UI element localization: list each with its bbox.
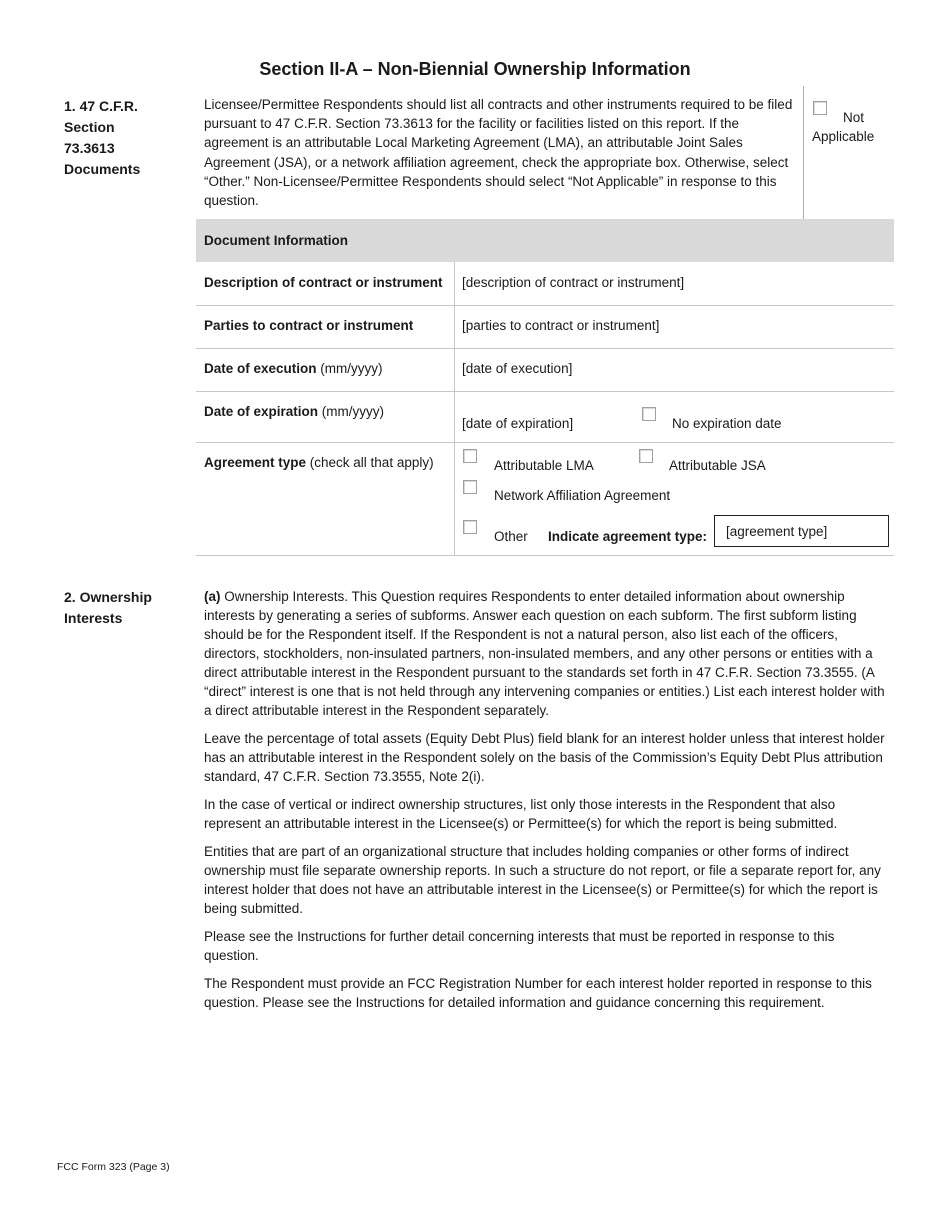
expiration-date-label [204, 402, 384, 421]
no-expiration-checkbox[interactable] [642, 407, 656, 421]
q2-para1-text: Ownership Interests. This Question requires Respondents to enter detailed information about ownership interests by generating a series of subforms. Answer each question on each subform. The first subform listing should be for the Respondent itself. If the Respondent is not a natural person, also list each of the officers, directors, stockholders, non-insulated partners, non-insulated members, and any other persons or entities with a direct attributable interest in the Respondent pursuant to the standards set forth in 47 C.F.R. Section 73.3555. (A “direct” interest is one that is not held through any intervening companies or entities.) List each interest holder with a direct attributable interest in the Respondent separately. [204, 589, 885, 718]
parties-label-text: Parties to contract or instrument [204, 318, 414, 333]
network-affiliation-checkbox[interactable] [463, 480, 477, 494]
q2-paragraph: Entities that are part of an organizational structure that includes holding companies or other forms of indirect ownership must file separate ownership reports. In such a structure do not report, or file a separate report for, any interest holder that does not have an attributable interest in the Licensee(s) or Permittee(s) for which the report is being submitted. [204, 844, 881, 916]
execution-date-field[interactable]: [date of execution] [462, 361, 573, 376]
jsa-checkbox[interactable] [639, 449, 653, 463]
execution-date-format: (mm/yyyy) [316, 361, 383, 376]
not-applicable-line: Not [843, 110, 865, 125]
no-expiration-label: No expiration date [672, 416, 782, 431]
lma-label: Attributable LMA [494, 458, 594, 473]
divider [196, 305, 894, 306]
not-applicable-line: Applicable [812, 129, 875, 144]
page-footer: FCC Form 323 (Page 3) [57, 1161, 170, 1173]
q2-paragraph: Leave the percentage of total assets (Equity Debt Plus) field blank for an interest holder unless that interest holder has an attributable interest in the Respondent solely on the basis of the Commission’s Equity Debt Plus attribution standard, 47 C.F.R. Section 73.3555, Note 2(i). [204, 731, 885, 784]
q2-paragraph: In the case of vertical or indirect ownership structures, list only those interests in the Respondent that also represent an attributable interest in the Licensee(s) or Permittee(s) for which the report is being submitted. [204, 797, 838, 831]
description-field[interactable]: [description of contract or instrument] [462, 275, 685, 290]
not-applicable-label [812, 108, 892, 146]
q1-label-line: Section [64, 119, 115, 135]
q1-instructions: Licensee/Permittee Respondents should list all contracts and other instruments required to be filed pursuant to 47 C.F.R. Section 73.3613 for the facility or facilities listed on this report. If the agreement is an attributable Local Marketing Agreement (LMA), an attributable Joint Sales Agreement (JSA), or a network affiliation agreement, check the appropriate box. Otherwise, select “Other.” Non-Licensee/Permittee Respondents should select “Not Applicable” in response to this question. [204, 97, 793, 209]
agreement-type-hint: (check all that apply) [306, 455, 434, 470]
divider [196, 555, 894, 556]
q2-paragraph: The Respondent must provide an FCC Registration Number for each interest holder reported in response to this question. Please see the Instructions for detailed information and guidance concerning this requirement. [204, 976, 872, 1010]
agreement-type-value: [agreement type] [726, 524, 828, 539]
divider [454, 262, 455, 555]
other-checkbox[interactable] [463, 520, 477, 534]
divider [196, 348, 894, 349]
jsa-label: Attributable JSA [669, 458, 766, 473]
q1-label [64, 96, 174, 180]
q2-paragraph [204, 587, 888, 720]
execution-date-label-text: Date of execution [204, 361, 317, 376]
q2-label-line: Interests [64, 610, 123, 626]
agreement-type-label [204, 453, 434, 472]
agreement-type-label-text: Agreement type [204, 455, 307, 470]
parties-field[interactable]: [parties to contract or instrument] [462, 318, 660, 333]
q1-label-line: Documents [64, 161, 141, 177]
expiration-date-format: (mm/yyyy) [318, 404, 385, 419]
execution-date-label [204, 359, 383, 378]
q2-instructions [204, 587, 888, 1021]
document-information-header [196, 219, 894, 262]
description-label [204, 273, 443, 292]
q1-label-line: 1. 47 C.F.R. [64, 98, 138, 114]
parties-label [204, 316, 413, 335]
q2-para1-lead: (a) [204, 589, 221, 604]
q2-label-line: 2. Ownership [64, 589, 152, 605]
q2-label [64, 587, 184, 629]
other-label: Other [494, 529, 528, 544]
divider [803, 86, 804, 219]
page-title: Section II-A – Non-Biennial Ownership Information [259, 59, 691, 79]
agreement-type-input[interactable] [714, 515, 889, 547]
document-information-title: Document Information [204, 233, 348, 248]
divider [196, 442, 894, 443]
network-affiliation-label: Network Affiliation Agreement [494, 488, 671, 503]
indicate-agreement-type-label: Indicate agreement type: [548, 529, 708, 544]
expiration-date-label-text: Date of expiration [204, 404, 319, 419]
divider [196, 391, 894, 392]
q1-label-line: 73.3613 [64, 140, 115, 156]
q2-paragraph: Please see the Instructions for further detail concerning interests that must be reported in response to this question. [204, 929, 835, 963]
expiration-date-field[interactable]: [date of expiration] [462, 416, 574, 431]
lma-checkbox[interactable] [463, 449, 477, 463]
description-label-text: Description of contract or instrument [204, 275, 443, 290]
